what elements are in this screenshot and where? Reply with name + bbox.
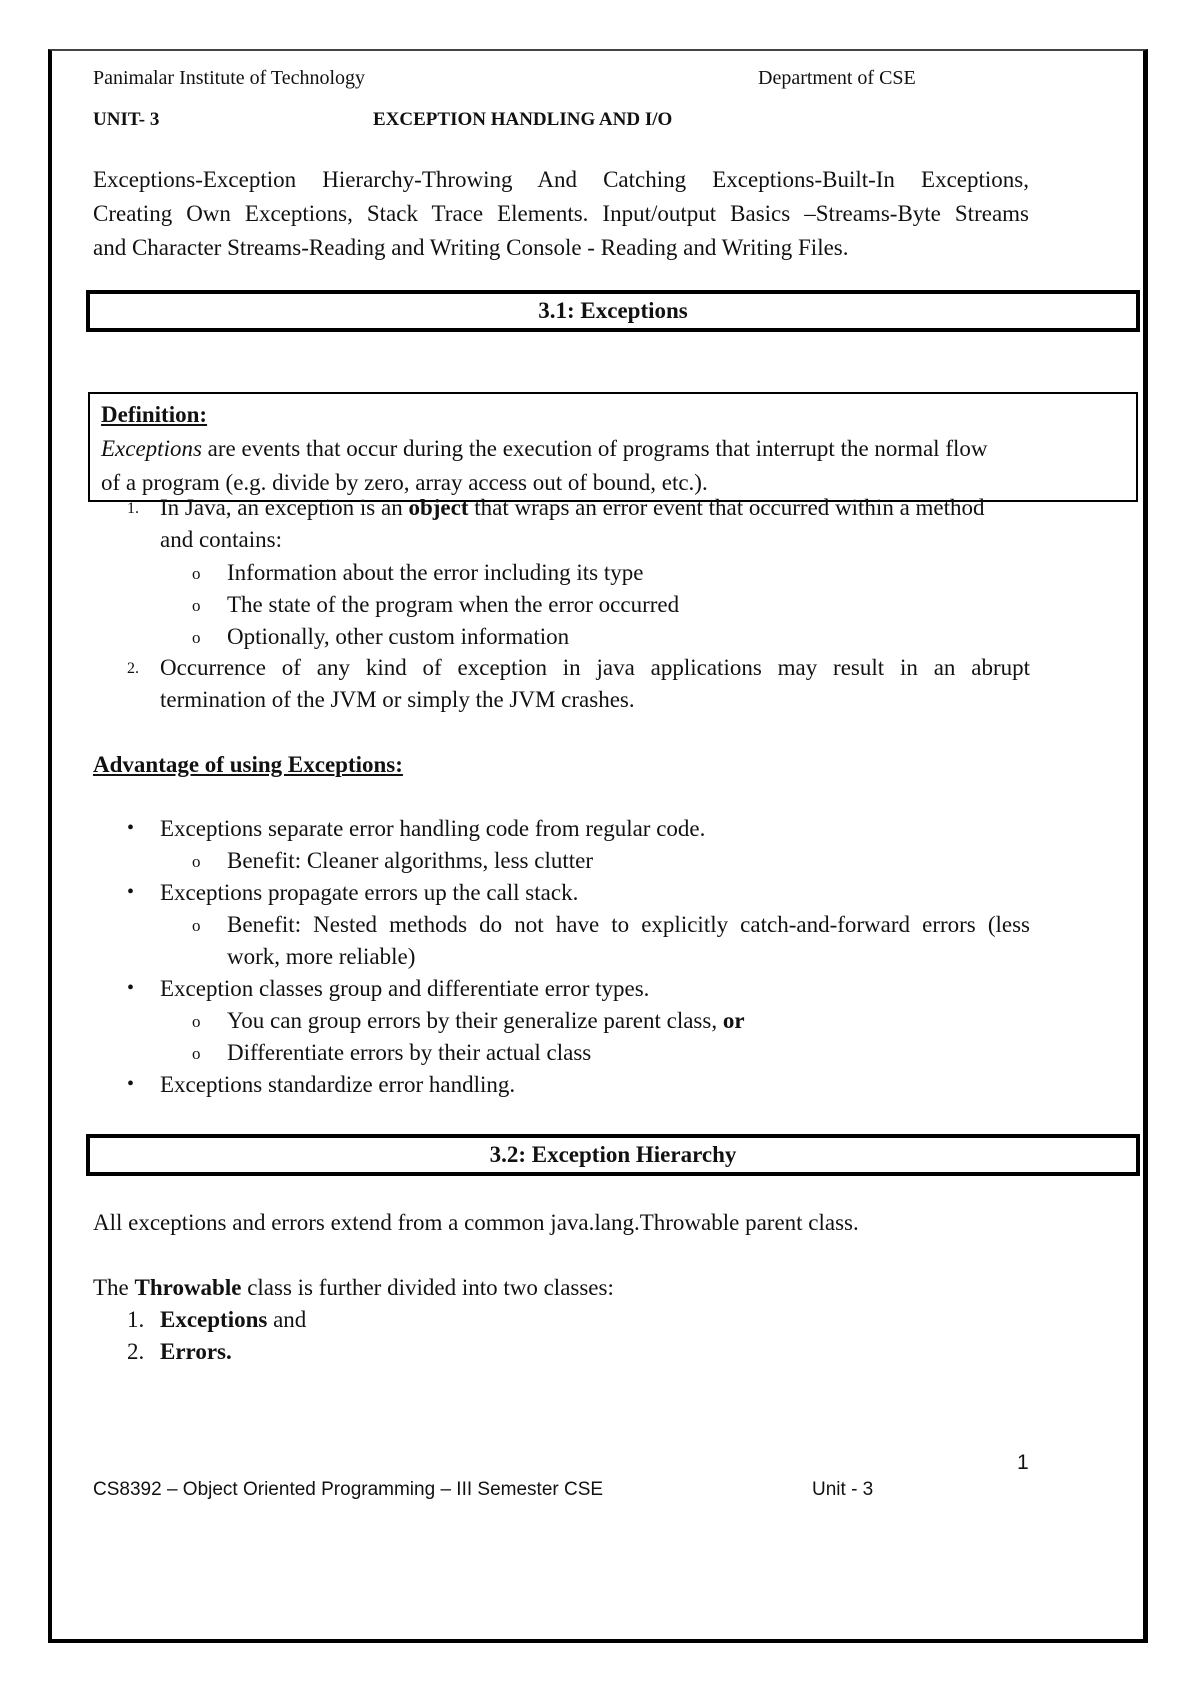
page-number: 1 (1017, 1451, 1029, 1474)
definition-line-1 (101, 432, 1124, 466)
bullet-icon: • (127, 977, 135, 999)
section-title: 3.1: Exceptions (538, 298, 688, 323)
circle-bullet-icon: o (192, 564, 201, 583)
sub-bullet-text: Benefit: Nested methods do not have to explicitly catch-and-forward errors (less (227, 912, 1030, 937)
sub-bullet-text: Benefit: Cleaner algorithms, less clutter (227, 848, 593, 873)
institute-name: Panimalar Institute of Technology (93, 67, 366, 89)
bullet-icon: • (127, 1073, 135, 1095)
sub-list-text: Information about the error including its type (227, 560, 644, 585)
section-heading-3-1 (86, 290, 1140, 332)
bullet-icon: • (127, 817, 135, 839)
unit-label: UNIT- 3 (93, 109, 160, 130)
department-name: Department of CSE (758, 67, 916, 89)
syllabus-paragraph (93, 163, 1029, 265)
bullet-text: Exceptions separate error handling code from regular code. (160, 816, 706, 841)
section-heading-3-2 (86, 1134, 1140, 1176)
section-title: 3.2: Exception Hierarchy (489, 1142, 737, 1167)
advantages-heading: Advantage of using Exceptions: (93, 752, 403, 777)
circle-bullet-icon: o (192, 596, 201, 615)
page-border (48, 49, 1148, 1643)
definition-box (88, 392, 1138, 502)
syllabus-line-3: and Character Streams-Reading and Writing Console - Reading and Writing Files. (93, 235, 849, 260)
bullet-text: Exception classes group and differentiate error types. (160, 976, 650, 1001)
list-item-text: Errors. (160, 1339, 232, 1364)
bullet-icon: • (127, 881, 135, 903)
circle-bullet-icon: o (192, 852, 201, 871)
bullet-text: Exceptions standardize error handling. (160, 1072, 516, 1097)
sub-list-text: The state of the program when the error occurred (227, 592, 680, 617)
list-number: 2. (127, 660, 139, 677)
sub-bullet-text: Differentiate errors by their actual class (227, 1040, 592, 1065)
sub-bullet-continuation: work, more reliable) (227, 944, 416, 969)
unit-title: EXCEPTION HANDLING AND I/O (373, 109, 673, 130)
circle-bullet-icon: o (192, 1044, 201, 1063)
bullet-text: Exceptions propagate errors up the call stack. (160, 880, 579, 905)
circle-bullet-icon: o (192, 916, 201, 935)
hierarchy-paragraph-1: All exceptions and errors extend from a common java.lang.Throwable parent class. (93, 1210, 859, 1235)
definition-term: Exceptions (101, 436, 202, 461)
list-item-text: Occurrence of any kind of exception in java applications may result in an abrupt (160, 655, 1030, 680)
list-number: 2. (127, 1339, 145, 1364)
sub-list-text: Optionally, other custom information (227, 624, 570, 649)
syllabus-line-2: Creating Own Exceptions, Stack Trace Elements. Input/output Basics –Streams-Byte Streams (93, 201, 1029, 226)
definition-label: Definition: (101, 402, 208, 427)
list-item-text: In Java, an exception is an object that wraps an error event that occurred within a method (160, 495, 985, 520)
definition-line-2: of a program (e.g. divide by zero, array access out of bound, etc.). (101, 470, 708, 495)
list-item-text: Exceptions and (160, 1307, 307, 1332)
syllabus-line-1: Exceptions-Exception Hierarchy-Throwing And Catching Exceptions-Built-In Exceptions, (93, 167, 1029, 192)
definition-text: are events that occur during the execution of programs that interrupt the normal flow (201, 436, 988, 461)
circle-bullet-icon: o (192, 1012, 201, 1031)
footer-unit: Unit - 3 (812, 1479, 874, 1500)
circle-bullet-icon: o (192, 628, 201, 647)
sub-bullet-text: You can group errors by their generalize parent class, or (227, 1008, 745, 1033)
list-item-continuation: and contains: (160, 527, 282, 552)
list-number: 1. (127, 1307, 145, 1332)
hierarchy-paragraph-2: The Throwable class is further divided into two classes: (93, 1275, 614, 1300)
footer-course: CS8392 – Object Oriented Programming – III Semester CSE (93, 1479, 604, 1500)
list-item-continuation: termination of the JVM or simply the JVM crashes. (160, 687, 635, 712)
list-number: 1. (127, 500, 139, 517)
